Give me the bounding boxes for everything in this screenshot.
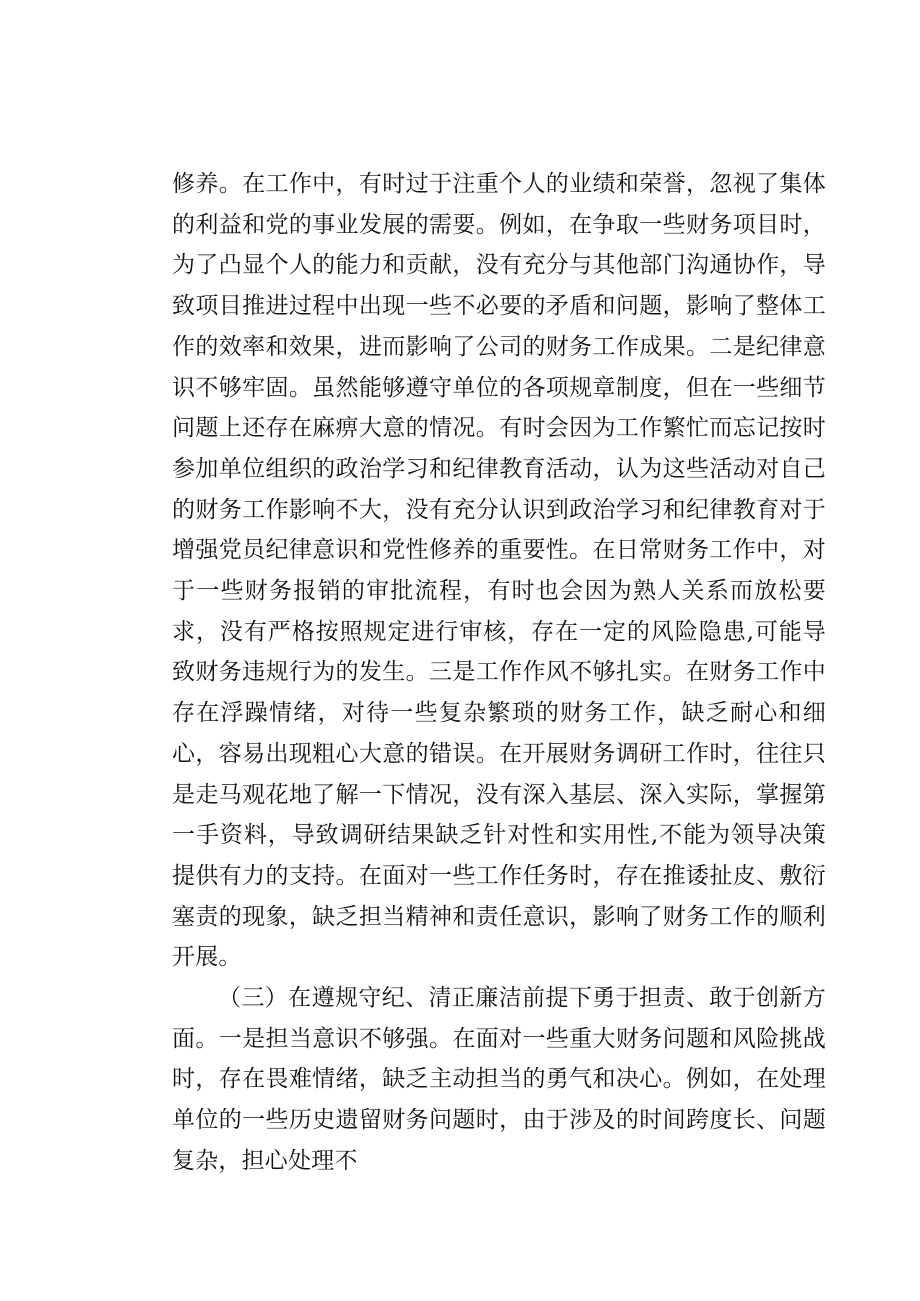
paragraph-section-three: （三）在遵规守纪、清正廉洁前提下勇于担责、敢于创新方面。一是担当意识不够强。在面对一些重大财务问题和风险挑战时，存在畏难情绪，缺乏主动担当的勇气和决心。例如，在处理单位的一些历史遗留财务问题时，由于涉及的时间跨度长、问题复杂，担心处理不 [172, 985, 826, 1174]
document-body [172, 164, 826, 1182]
paragraph-continuation: 修养。在工作中，有时过于注重个人的业绩和荣誉，忽视了集体的利益和党的事业发展的需要。例如，在争取一些财务项目时，为了凸显个人的能力和贡献，没有充分与其他部门沟通协作，导致项目推进过程中出现一些不必要的矛盾和问题，影响了整体工作的效率和效果，进而影响了公司的财务工作成果。二是纪律意识不够牢固。虽然能够遵守单位的各项规章制度，但在一些细节问题上还存在麻痹大意的情况。有时会因为工作繁忙而忘记按时参加单位组织的政治学习和纪律教育活动，认为这些活动对自己的财务工作影响不大，没有充分认识到政治学习和纪律教育对于增强党员纪律意识和党性修养的重要性。在日常财务工作中，对于一些财务报销的审批流程，有时也会因为熟人关系而放松要求，没有严格按照规定进行审核，存在一定的风险隐患,可能导致财务违规行为的发生。三是工作作风不够扎实。在财务工作中存在浮躁情绪，对待一些复杂繁琐的财务工作，缺乏耐心和细心，容易出现粗心大意的错误。在开展财务调研工作时，往往只是走马观花地了解一下情况，没有深入基层、深入实际，掌握第一手资料，导致调研结果缺乏针对性和实用性,不能为领导决策提供有力的支持。在面对一些工作任务时，存在推诿扯皮、敷衍塞责的现象，缺乏担当精神和责任意识，影响了财务工作的顺利开展。 [172, 171, 826, 971]
